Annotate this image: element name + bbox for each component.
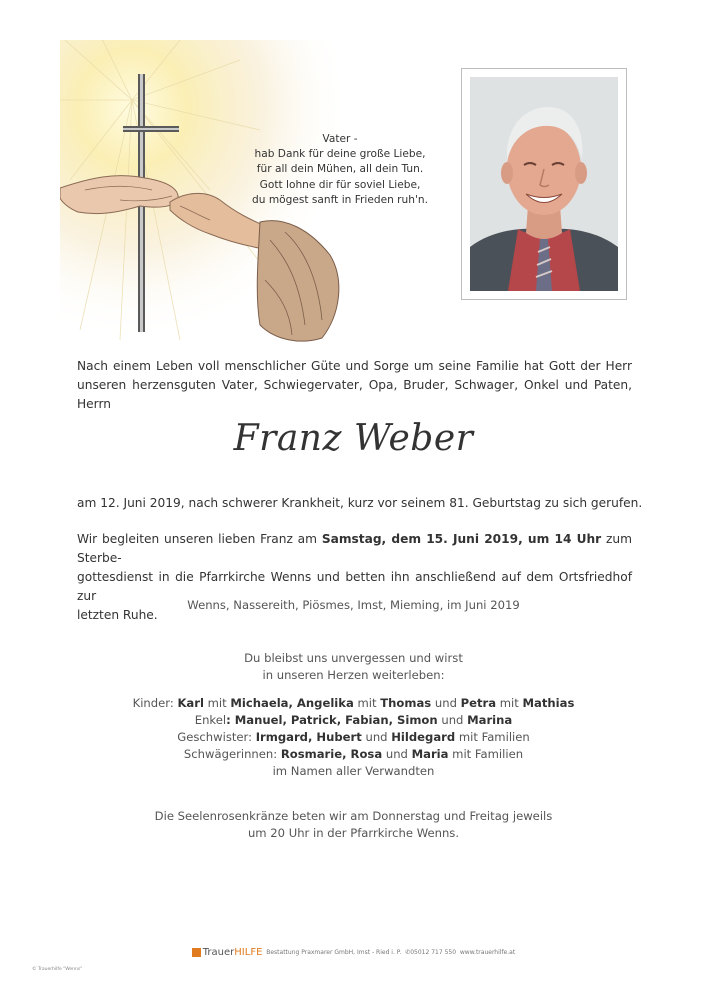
funeral-date: Samstag, dem 15. Juni 2019, um 14 Uhr <box>321 532 602 546</box>
portrait-photo <box>470 77 618 291</box>
rosary-line: Die Seelenrosenkränze beten wir am Donnerstag und Freitag jeweils <box>154 809 553 823</box>
family-text: mit <box>496 696 523 710</box>
family-row-relatives: im Namen aller Verwandten <box>272 764 435 778</box>
poem-line: du mögest sanft in Frieden ruh'n. <box>252 193 428 206</box>
family-row-schwaegerinnen <box>0 746 707 763</box>
poem-line: Gott lohne dir für soviel Liebe, <box>259 178 421 191</box>
family-text: mit Familien <box>448 747 524 761</box>
rosary-line: um 20 Uhr in der Pfarrkirche Wenns. <box>247 826 460 840</box>
family-name: Thomas <box>380 696 432 710</box>
rosary-note <box>0 808 707 842</box>
family-name: Petra <box>460 696 497 710</box>
remembrance-line: in unseren Herzen weiterleben: <box>262 668 445 682</box>
footer-company: Bestattung Praxmarer GmbH, Imst - Ried i. P. <box>266 949 402 956</box>
family-text: mit Familien <box>455 730 530 744</box>
funeral-text: Wir begleiten unseren lieben Franz am <box>77 532 322 546</box>
family-name: Karl <box>177 696 204 710</box>
remembrance-text <box>0 650 707 684</box>
death-note: am 12. Juni 2019, nach schwerer Krankheit, kurz vor seinem 81. Geburtstag zu sich gerufen. <box>77 496 643 510</box>
family-text: mit <box>203 696 231 710</box>
family-label: Kinder: <box>132 696 178 710</box>
family-text: und <box>382 747 412 761</box>
family-name: Marina <box>467 713 513 727</box>
family-row-enkel <box>0 712 707 729</box>
funeral-line-1 <box>77 530 632 568</box>
corner-note: © Trauerhilfe "Wenns" <box>32 967 83 972</box>
family-name: Hildegard <box>391 730 456 744</box>
family-name: : Manuel, Patrick, Fabian, Simon <box>226 713 438 727</box>
intro-paragraph: Nach einem Leben voll menschlicher Güte und Sorge um seine Familie hat Gott der Herr unseren herzensguten Vater, Schwiegervater, Opa, Bruder, Schwager, Onkel und Paten, Herrn <box>77 359 632 411</box>
family-name: Rosmarie, Rosa <box>280 747 383 761</box>
brand-hilfe: HILFE <box>234 947 263 958</box>
funeral-line-2: gottesdienst in die Pfarrkirche Wenns und betten ihn anschließend auf dem Ortsfriedhof zur <box>77 570 632 603</box>
family-label: Schwägerinnen: <box>183 747 281 761</box>
footer-website[interactable]: www.trauerhilfe.at <box>459 949 516 956</box>
family-label: Geschwister: <box>177 730 256 744</box>
phone-icon: ✆ <box>405 949 411 956</box>
brand-trauer: Trauer <box>202 947 235 958</box>
trauerhilfe-logo-icon <box>192 948 201 957</box>
poem <box>235 132 445 208</box>
remembrance-line: Du bleibst uns unvergessen und wirst <box>244 651 463 665</box>
family-text: und <box>431 696 461 710</box>
family-name: Maria <box>411 747 449 761</box>
footer-phone: 05012 717 550 <box>410 949 457 956</box>
poem-line: Vater - <box>322 133 358 145</box>
brand-logo <box>203 947 263 958</box>
family-text: mit <box>353 696 381 710</box>
family-name: Michaela, Angelika <box>230 696 354 710</box>
poem-line: hab Dank für deine große Liebe, <box>254 148 426 161</box>
family-text: und <box>437 713 468 727</box>
family-list <box>0 695 707 780</box>
portrait-frame <box>461 68 627 300</box>
family-name: Irmgard, Hubert <box>255 730 362 744</box>
deceased-name: Franz Weber <box>233 418 474 459</box>
family-text: und <box>361 730 392 744</box>
funeral-text: zum Sterbe- <box>77 532 633 565</box>
footer <box>0 947 707 958</box>
funeral-line-3: letzten Ruhe. <box>77 608 158 622</box>
family-row-geschwister <box>0 729 707 746</box>
family-label: Enkel <box>194 713 227 727</box>
places-date: Wenns, Nassereith, Piösmes, Imst, Mieming, im Juni 2019 <box>187 598 520 612</box>
poem-line: für all dein Mühen, all dein Tun. <box>256 163 424 176</box>
family-name: Mathias <box>522 696 575 710</box>
family-row-kinder <box>0 695 707 712</box>
